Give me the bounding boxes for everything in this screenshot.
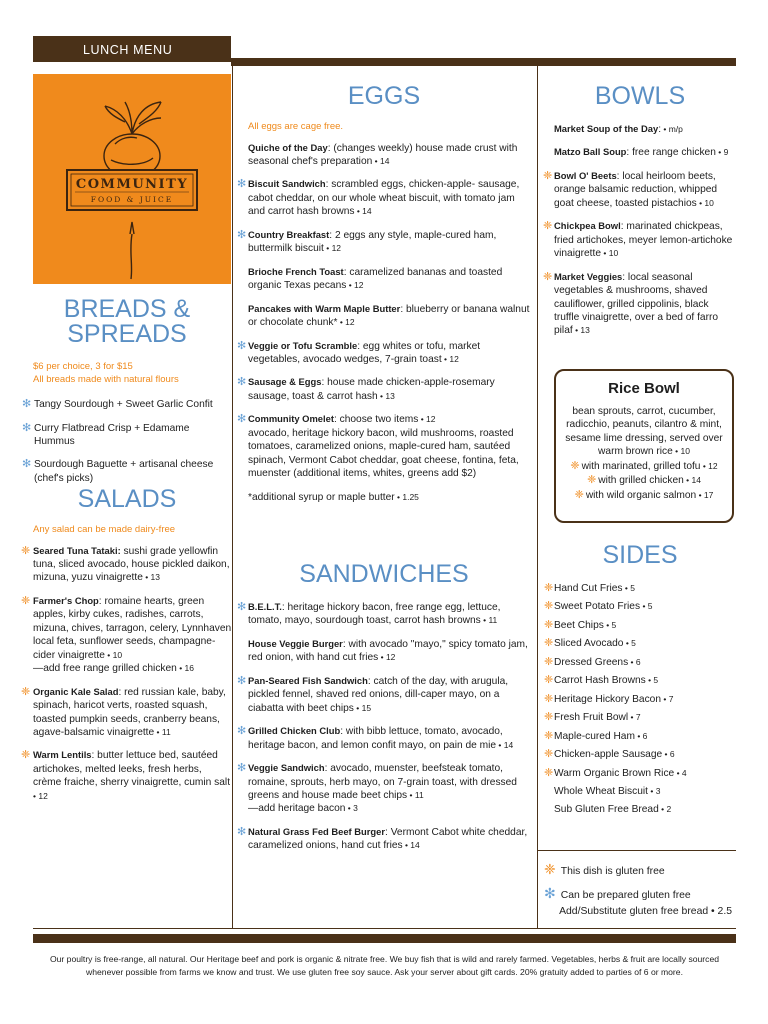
- flower-icon: ❈: [543, 169, 553, 182]
- menu-item: ❈ Farmer's Chop: romaine hearts, green apples, kirby cukes, radishes, carrots, mizuna, chives, tarragon, celery, Lynnhaven local feta, sunflower seeds, champagne-cider vinaigrette • 10 —add free range grilled chicken • 16: [21, 594, 232, 675]
- flower-icon: ❈: [544, 766, 554, 779]
- list-item: Sub Gluten Free Bread • 2: [554, 804, 672, 816]
- menu-item: ✻ Biscuit Sandwich: scrambled eggs, chicken-apple- sausage, cabot cheddar, on our whole wheat biscuit, with tomato jam and carrot hash browns • 14: [237, 178, 520, 218]
- menu-title: LUNCH MENU: [83, 43, 173, 57]
- rice-bowl-title: Rice Bowl: [608, 380, 680, 397]
- menu-item: House Veggie Burger: with avocado "mayo," spicy tomato jam, red onion, with hand cut fries • 12: [248, 637, 528, 664]
- list-item: ❈ Warm Organic Brown Rice • 4: [544, 766, 687, 779]
- rice-bowl-desc: bean sprouts, carrot, cucumber, radicchio, peanuts, cilantro & mint, sesame lime dressing, served over warm brown rice • 10: [565, 405, 723, 458]
- menu-item: ❈ Organic Kale Salad: red russian kale, baby, spinach, haricot verts, roasted squash, toasted pumpkin seeds, cranberry beans, agave-balsamic vinaigrette • 11: [21, 685, 226, 738]
- flower-icon: ❈: [544, 729, 554, 742]
- list-item: ❈ Beet Chips • 5: [544, 618, 617, 631]
- sides-section: [544, 543, 736, 822]
- list-item: ❈ Sliced Avocado • 5: [544, 637, 636, 650]
- flower-icon: ❈: [544, 582, 554, 594]
- menu-item: ❈ Bowl O' Beets: local heirloom beets, orange balsamic reduction, whipped goat cheese, toasted pistachios • 10: [543, 169, 718, 209]
- salads-note: Any salad can be made dairy-free: [33, 524, 176, 535]
- menu-item: Matzo Ball Soup: free range chicken • 9: [554, 146, 729, 159]
- flower-icon: ❈: [543, 220, 553, 233]
- list-item: ❈ Dressed Greens • 6: [544, 655, 641, 668]
- flower-icon: ❈: [21, 594, 31, 607]
- flower-icon: ❈: [544, 861, 556, 877]
- rice-option: ❈ with wild organic salmon • 17: [574, 488, 714, 501]
- flower-icon: ❈: [544, 655, 554, 668]
- list-item: Whole Wheat Biscuit • 3: [554, 785, 661, 797]
- snowflake-icon: ✻: [22, 458, 32, 471]
- menu-item: ✻ Veggie or Tofu Scramble: egg whites or tofu, market vegetables, avocado wedges, 7-grain toast • 12: [237, 339, 481, 365]
- menu-item: ❈ Chickpea Bowl: marinated chickpeas, fried artichokes, meyer lemon-artichoke vinaigrette • 10: [543, 220, 733, 260]
- eggs-title: EGGS: [347, 82, 421, 110]
- menu-item: Quiche of the Day: (changes weekly) house made crust with seasonal chef's preparation • 14: [248, 141, 518, 167]
- header-rule: [231, 58, 736, 66]
- sandwiches-section: [238, 562, 530, 863]
- list-item: ✻ Curry Flatbread Crisp + Edamame Hummus: [22, 421, 190, 447]
- breads-section: [22, 297, 232, 495]
- flower-icon: ❈: [544, 692, 554, 705]
- snowflake-icon: ✻: [237, 178, 247, 191]
- logo-name: COMMUNITY: [75, 177, 189, 192]
- flower-icon: ❈: [544, 674, 554, 687]
- snowflake-icon: ✻: [237, 413, 247, 426]
- flower-icon: ❈: [544, 748, 554, 761]
- rice-bowl-box: [554, 369, 734, 523]
- divider: [232, 66, 233, 928]
- snowflake-icon: ✻: [237, 674, 247, 687]
- snowflake-icon: ✻: [237, 339, 247, 352]
- breads-note: $6 per choice, 3 for $15 All breads made with natural flours: [33, 361, 179, 385]
- flower-icon: ❈: [21, 685, 31, 698]
- community-logo: [33, 74, 231, 284]
- menu-item: ✻ Grilled Chicken Club: with bibb lettuce, tomato, avocado, heritage bacon, and lemon confit mayo, on pain de mie • 14: [237, 725, 514, 751]
- rice-option: ❈ with marinated, grilled tofu • 12: [570, 459, 718, 472]
- legend-gf: ❈ This dish is gluten free: [544, 861, 665, 877]
- salads-title: SALADS: [77, 485, 177, 513]
- list-item: ❈ Sweet Potato Fries • 5: [544, 600, 653, 613]
- snowflake-icon: ✻: [237, 376, 247, 389]
- eggs-note: All eggs are cage free.: [248, 121, 344, 132]
- footer-note: Our poultry is free-range, all natural. Our Heritage beef and pork is organic & nitrate free. We buy fish that is wild and rarely farmed. Vegetables, herbs & fruit are locally sourced whenever possible from farms we know and trust. We use gluten free soy sauce. Ask your server about gift cards. 20% gratuity added to parties of 6 or more.: [49, 954, 720, 977]
- menu-item: ✻ Natural Grass Fed Beef Burger: Vermont Cabot white cheddar, caramelized onions, hand cut fries • 14: [237, 825, 528, 852]
- flower-icon: ❈: [543, 270, 553, 283]
- snowflake-icon: ✻: [237, 825, 247, 838]
- flower-icon: ❈: [570, 459, 580, 472]
- flower-icon: ❈: [21, 544, 31, 557]
- eggs-section: [238, 84, 530, 514]
- menu-item: ✻ Veggie Sandwich: avocado, muenster, beefsteak tomato, romaine, sprouts, herb mayo, on 7-grain toast, with dressed greens and house made beet chips • 11 —add heritage bacon • 3: [237, 762, 517, 815]
- snowflake-icon: ✻: [237, 762, 247, 775]
- flower-icon: ❈: [587, 474, 597, 487]
- snowflake-icon: ✻: [237, 725, 247, 738]
- flower-icon: ❈: [544, 711, 554, 724]
- menu-item: Market Soup of the Day: • m/p: [554, 123, 683, 135]
- flower-icon: ❈: [21, 749, 31, 762]
- menu-item: ✻ Community Omelet: choose two items • 12 avocado, heritage hickory bacon, wild mushrooms, roasted tomatoes, caramelized onions, maple-cured ham, sautéed spinach, Vermont Cabot cheddar, goat cheese, fontina, feta, muenster (additional items, whites, greens add $2): [237, 413, 519, 480]
- list-item: ❈ Maple-cured Ham • 6: [544, 729, 648, 742]
- snowflake-icon: ✻: [22, 421, 32, 434]
- menu-item: ✻ B.E.L.T.: heritage hickory bacon, free range egg, lettuce, tomato, mayo, sourdough toast, carrot hash browns • 11: [237, 601, 501, 627]
- menu-header-tab: [33, 36, 231, 62]
- rice-option: ❈ with grilled chicken • 14: [587, 474, 701, 487]
- sandwiches-title: SANDWICHES: [299, 560, 469, 588]
- menu-item: ✻ Sausage & Eggs: house made chicken-apple-rosemary sausage, toast & carrot hash • 13: [237, 376, 495, 402]
- menu-item: ❈ Market Veggies: local seasonal vegetables & mushrooms, shaved cauliflower, grilled cippolinis, black truffle vinaigrette, over a bed of farro pilaf • 13: [543, 270, 719, 337]
- list-item: ❈ Heritage Hickory Bacon • 7: [544, 692, 674, 705]
- sides-title: SIDES: [602, 541, 678, 569]
- menu-item: ✻ Pan-Seared Fish Sandwich: catch of the day, with arugula, pickled fennel, shaved red onions, dill-caper mayo, on a ciabatta with beet chips • 15: [237, 674, 509, 714]
- flower-icon: ❈: [544, 600, 554, 613]
- menu-item: Brioche French Toast: caramelized bananas and toasted organic Texas pecans • 12: [248, 265, 503, 292]
- footer-rule: [33, 934, 736, 943]
- bread-list: [22, 398, 232, 485]
- divider: [33, 928, 736, 929]
- list-item: ❈ Chicken-apple Sausage • 6: [544, 748, 675, 761]
- bowls-section: [544, 84, 736, 348]
- divider: [537, 850, 736, 851]
- legend: [544, 860, 736, 919]
- menu-item: ❈ Warm Lentils: butter lettuce bed, sautéed artichokes, melted leeks, fresh herbs, crème fraiche, sherry vinaigrette, cumin salt • 12: [21, 749, 231, 801]
- list-item: ❈ Carrot Hash Browns • 5: [544, 674, 659, 687]
- syrup-note: *additional syrup or maple butter • 1.25: [248, 491, 419, 503]
- salads-section: [22, 487, 232, 813]
- snowflake-icon: ✻: [237, 601, 247, 613]
- divider: [537, 66, 538, 928]
- list-item: ❈ Hand Cut Fries • 5: [544, 582, 635, 594]
- breads-title: BREADS & SPREADS: [63, 295, 191, 348]
- legend-cg: ✻ Can be prepared gluten free: [544, 884, 691, 901]
- list-item: ✻ Tangy Sourdough + Sweet Garlic Confit: [22, 398, 213, 411]
- snowflake-icon: ✻: [544, 884, 556, 901]
- menu-item: ✻ Country Breakfast: 2 eggs any style, maple-cured ham, buttermilk biscuit • 12: [237, 228, 497, 255]
- flower-icon: ❈: [544, 637, 554, 650]
- flower-icon: ❈: [544, 618, 554, 631]
- menu-item: Pancakes with Warm Maple Butter: blueberry or banana walnut or chocolate chunk* • 12: [248, 302, 530, 329]
- snowflake-icon: ✻: [22, 398, 32, 411]
- flower-icon: ❈: [574, 488, 584, 501]
- legend-sub: Add/Substitute gluten free bread • 2.5: [559, 906, 732, 918]
- list-item: ✻ Sourdough Baguette + artisanal cheese (chef's picks): [22, 458, 214, 484]
- list-item: ❈ Fresh Fruit Bowl • 7: [544, 711, 641, 724]
- snowflake-icon: ✻: [237, 228, 247, 241]
- bowls-title: BOWLS: [594, 82, 686, 110]
- menu-item: ❈ Seared Tuna Tataki: sushi grade yellowfin tuna, sliced avocado, house pickled daikon, mizuna, yuzu vinaigrette • 13: [21, 544, 230, 584]
- logo-sub: FOOD & JUICE: [90, 195, 174, 204]
